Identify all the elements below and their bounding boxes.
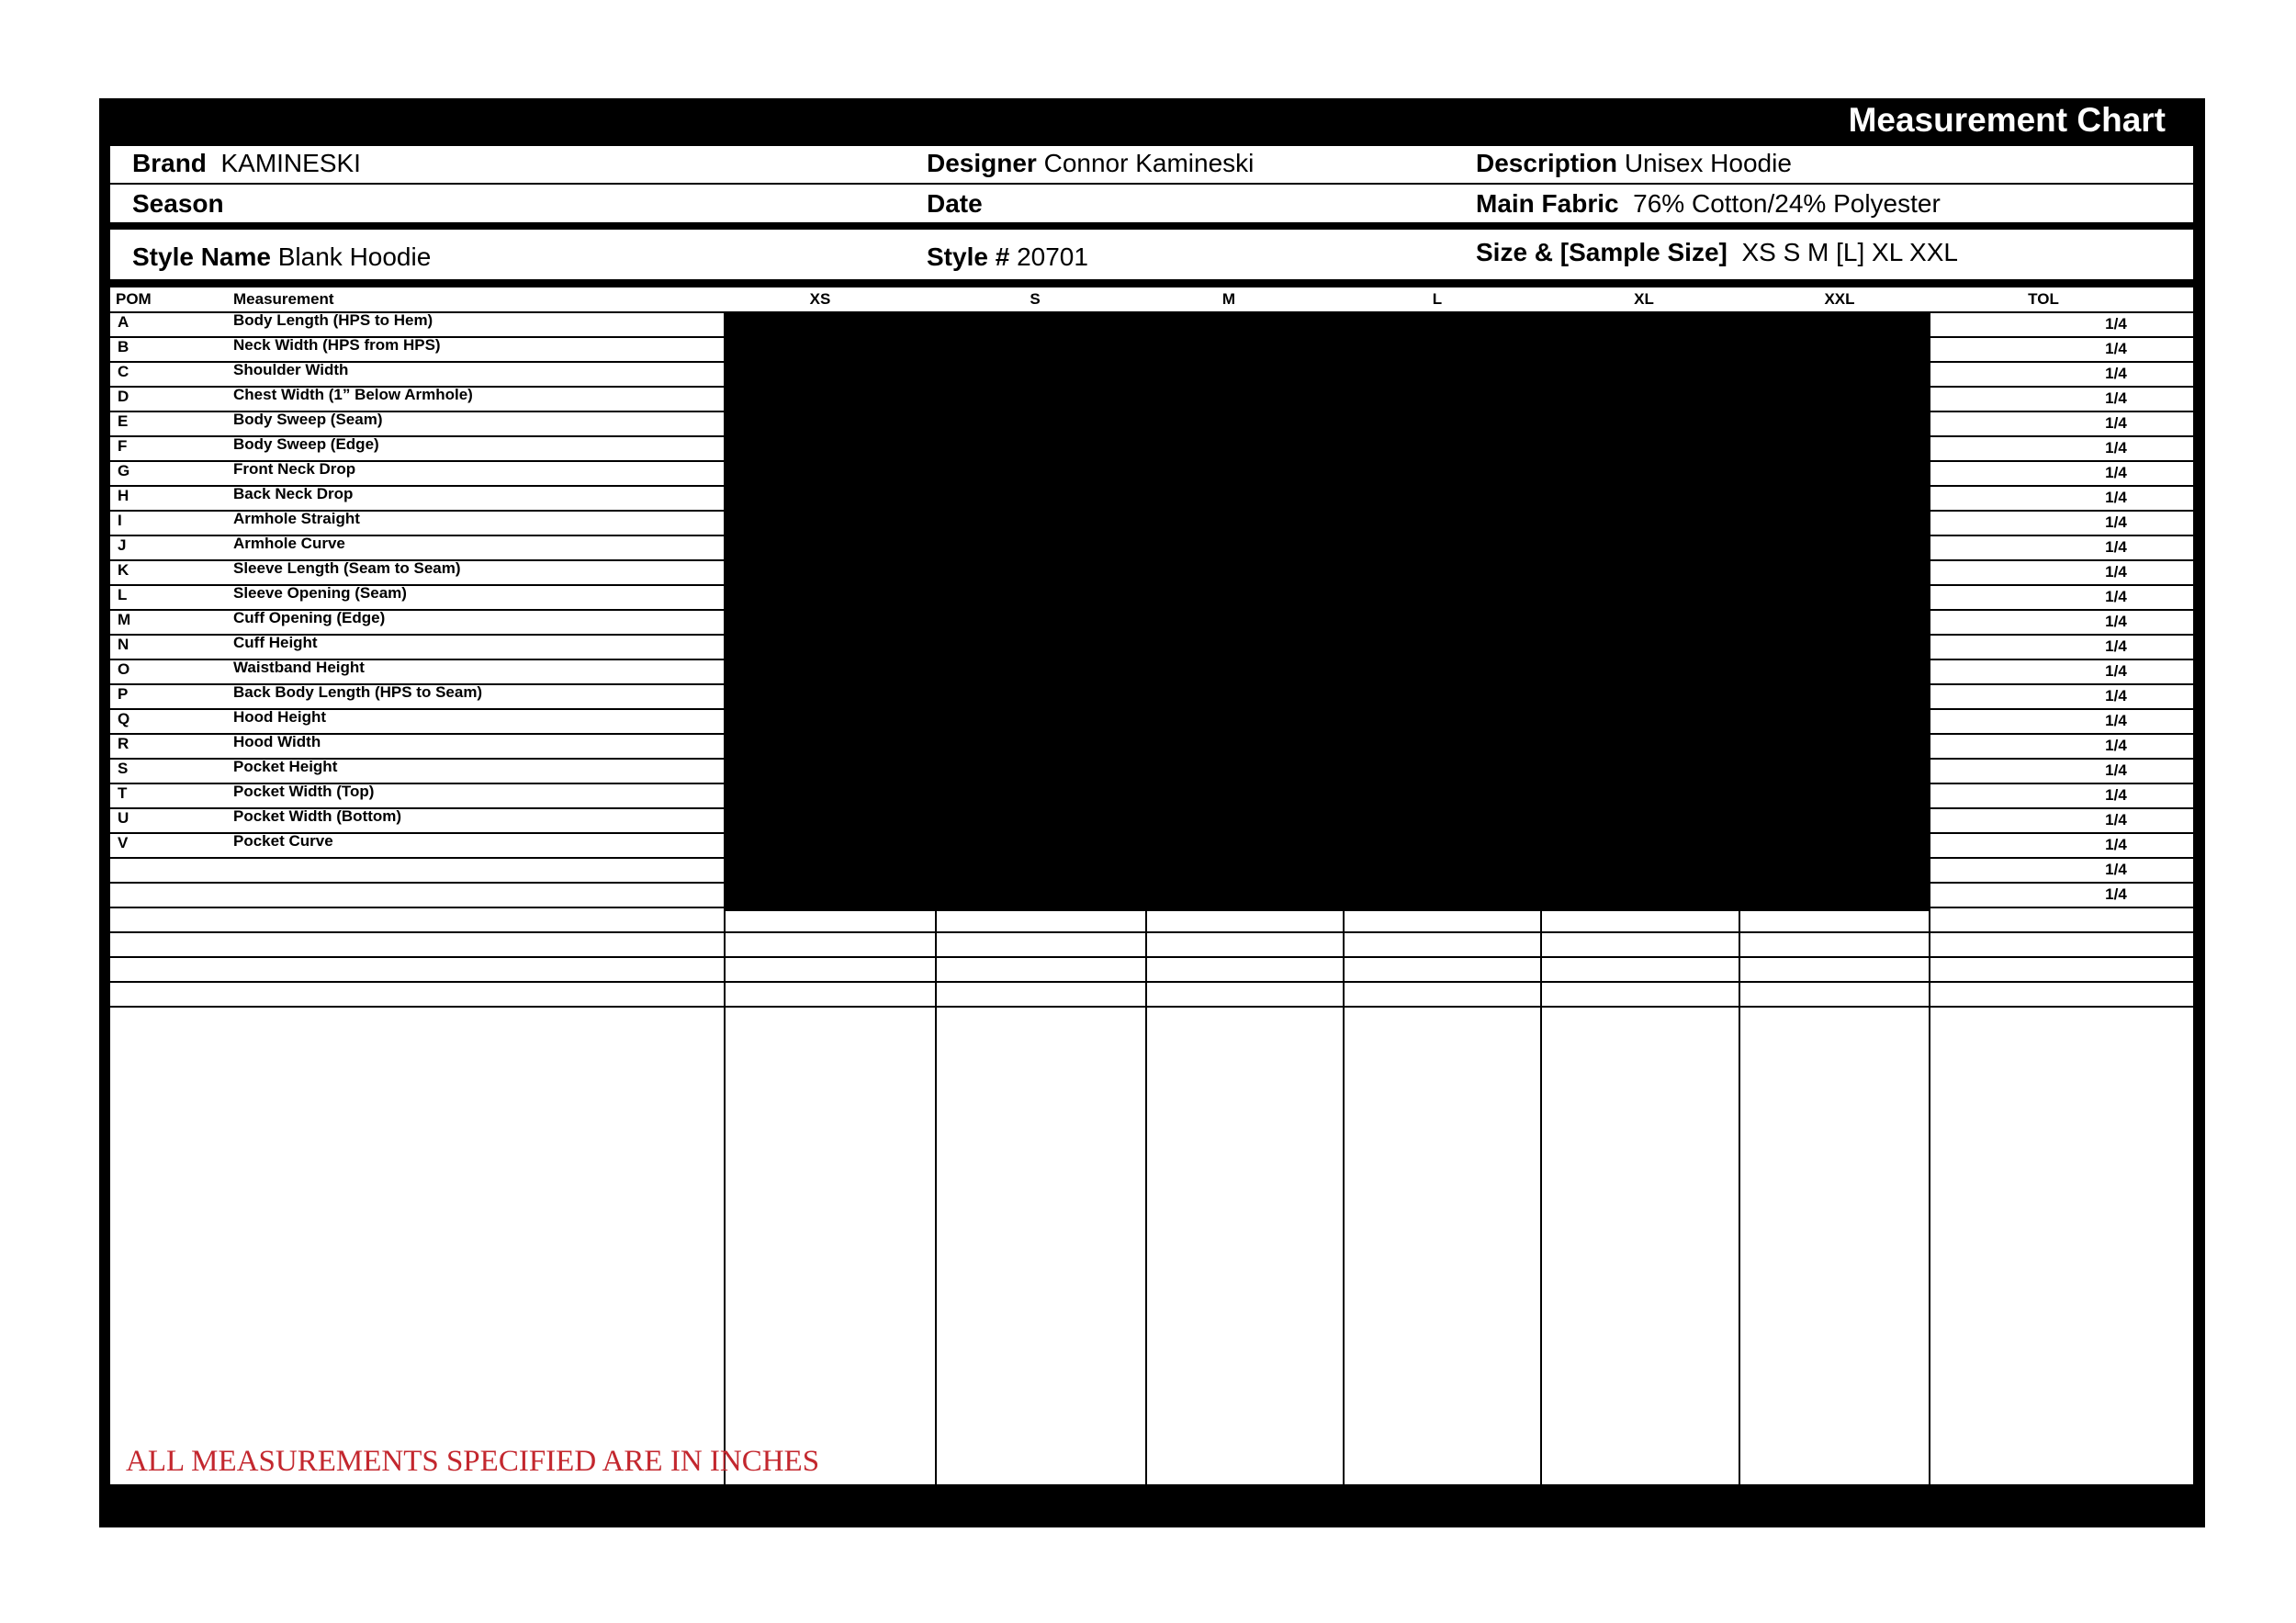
tolerance-cell: 1/4 bbox=[2105, 389, 2127, 407]
season-field bbox=[132, 189, 224, 219]
column-divider bbox=[935, 857, 937, 1484]
size-header-l: L bbox=[1432, 290, 1443, 308]
season-label: Season bbox=[132, 189, 224, 218]
measurement-name: Hood Height bbox=[233, 708, 327, 726]
pom-code: Q bbox=[118, 710, 130, 727]
table-row bbox=[110, 832, 724, 857]
row-divider bbox=[110, 981, 2193, 983]
brand-value: KAMINESKI bbox=[220, 149, 361, 177]
pom-code: A bbox=[118, 313, 129, 331]
table-row bbox=[110, 485, 724, 510]
pom-code: E bbox=[118, 412, 129, 430]
main-fabric-label: Main Fabric bbox=[1476, 189, 1619, 218]
pom-code: R bbox=[118, 735, 129, 752]
column-divider bbox=[1343, 857, 1345, 1484]
tolerance-cell: 1/4 bbox=[2105, 786, 2127, 804]
size-field bbox=[1476, 238, 1958, 267]
measurement-name: Pocket Width (Bottom) bbox=[233, 807, 402, 825]
table-row bbox=[110, 609, 724, 634]
table-row bbox=[110, 659, 724, 683]
header-divider bbox=[110, 286, 2193, 287]
tolerance-cell: 1/4 bbox=[2105, 563, 2127, 580]
size-value: XS S M [L] XL XXL bbox=[1741, 238, 1958, 266]
table-row bbox=[110, 435, 724, 460]
column-divider bbox=[1739, 857, 1740, 1484]
measurement-name: Front Neck Drop bbox=[233, 460, 356, 478]
tolerance-cell: 1/4 bbox=[2105, 588, 2127, 605]
style-number-label: Style # bbox=[927, 242, 1010, 271]
measurement-name: Chest Width (1” Below Armhole) bbox=[233, 386, 473, 403]
measurement-name: Pocket Curve bbox=[233, 832, 333, 850]
tol-column-header: TOL bbox=[2028, 290, 2059, 308]
brand-label: Brand bbox=[132, 149, 207, 177]
measurement-name: Armhole Curve bbox=[233, 535, 345, 552]
header-row-1 bbox=[110, 146, 2193, 183]
pom-code: K bbox=[118, 561, 129, 579]
pom-code: C bbox=[118, 363, 129, 380]
pom-code: M bbox=[118, 611, 131, 628]
pom-code: L bbox=[118, 586, 128, 603]
pom-code: O bbox=[118, 660, 130, 678]
pom-code: D bbox=[118, 388, 129, 405]
size-header-xxl: XXL bbox=[1824, 290, 1855, 308]
tolerance-cell: 1/4 bbox=[2105, 836, 2127, 853]
style-name-field bbox=[132, 242, 431, 272]
table-row bbox=[110, 535, 724, 559]
tolerance-cell: 1/4 bbox=[2105, 861, 2127, 878]
column-divider bbox=[1929, 311, 1930, 1484]
measurement-name: Cuff Height bbox=[233, 634, 318, 651]
table-row bbox=[110, 411, 724, 435]
pom-code: V bbox=[118, 834, 129, 851]
units-footnote: ALL MEASUREMENTS SPECIFIED ARE IN INCHES bbox=[126, 1445, 820, 1478]
table-row bbox=[110, 807, 724, 832]
header-row-3 bbox=[110, 230, 2193, 279]
table-row bbox=[110, 311, 724, 336]
measurement-name: Sleeve Opening (Seam) bbox=[233, 584, 407, 602]
tolerance-cell: 1/4 bbox=[2105, 885, 2127, 903]
size-header-xs: XS bbox=[809, 290, 831, 308]
tolerance-cell: 1/4 bbox=[2105, 761, 2127, 779]
style-number-field bbox=[927, 242, 1088, 272]
tolerance-cell: 1/4 bbox=[2105, 489, 2127, 506]
tolerance-cell: 1/4 bbox=[2105, 637, 2127, 655]
row-divider bbox=[110, 956, 2193, 958]
measurement-chart-frame bbox=[99, 98, 2205, 1527]
table-row bbox=[110, 634, 724, 659]
redacted-size-values bbox=[726, 313, 1929, 911]
tolerance-cell: 1/4 bbox=[2105, 439, 2127, 456]
column-divider bbox=[1145, 857, 1147, 1484]
tolerance-cell: 1/4 bbox=[2105, 513, 2127, 531]
tolerance-cell: 1/4 bbox=[2105, 712, 2127, 729]
size-header-s: S bbox=[1030, 290, 1041, 308]
measurement-name: Body Length (HPS to Hem) bbox=[233, 311, 433, 329]
pom-code: P bbox=[118, 685, 129, 703]
style-name-value: Blank Hoodie bbox=[277, 242, 432, 271]
description-value: Unisex Hoodie bbox=[1624, 149, 1792, 177]
tolerance-cell: 1/4 bbox=[2105, 365, 2127, 382]
tolerance-cell: 1/4 bbox=[2105, 340, 2127, 357]
table-row bbox=[110, 758, 724, 783]
brand-field bbox=[132, 149, 361, 178]
column-divider bbox=[1540, 857, 1542, 1484]
tolerance-cell: 1/4 bbox=[2105, 811, 2127, 828]
tolerance-cell: 1/4 bbox=[2105, 662, 2127, 680]
pom-code: N bbox=[118, 636, 129, 653]
measurement-name: Sleeve Length (Seam to Seam) bbox=[233, 559, 461, 577]
style-number-value: 20701 bbox=[1017, 242, 1088, 271]
pom-code: S bbox=[118, 760, 129, 777]
description-label: Description bbox=[1476, 149, 1618, 177]
pom-code: U bbox=[118, 809, 129, 827]
table-row bbox=[110, 584, 724, 609]
measurement-name: Body Sweep (Edge) bbox=[233, 435, 379, 453]
table-row bbox=[110, 783, 724, 807]
chart-title: Measurement Chart bbox=[1848, 101, 2166, 139]
pom-code: F bbox=[118, 437, 128, 455]
pom-column-header: POM bbox=[116, 290, 152, 308]
tolerance-cell: 1/4 bbox=[2105, 737, 2127, 754]
table-row bbox=[110, 510, 724, 535]
measurement-name: Armhole Straight bbox=[233, 510, 360, 527]
main-fabric-field bbox=[1476, 189, 1941, 219]
table-row bbox=[110, 336, 724, 361]
main-fabric-value: 76% Cotton/24% Polyester bbox=[1633, 189, 1941, 218]
measurement-name: Neck Width (HPS from HPS) bbox=[233, 336, 441, 354]
designer-value: Connor Kamineski bbox=[1043, 149, 1255, 177]
pom-code: J bbox=[118, 536, 127, 554]
designer-field bbox=[927, 149, 1254, 178]
tolerance-cell: 1/4 bbox=[2105, 414, 2127, 432]
measurement-table bbox=[110, 286, 2193, 1484]
date-label: Date bbox=[927, 189, 983, 218]
table-row bbox=[110, 460, 724, 485]
pom-code: I bbox=[118, 512, 122, 529]
measurement-name: Shoulder Width bbox=[233, 361, 349, 378]
measurement-name: Hood Width bbox=[233, 733, 321, 750]
measurement-name: Body Sweep (Seam) bbox=[233, 411, 383, 428]
tolerance-cell: 1/4 bbox=[2105, 613, 2127, 630]
tolerance-cell: 1/4 bbox=[2105, 464, 2127, 481]
size-header-xl: XL bbox=[1634, 290, 1654, 308]
table-row bbox=[110, 733, 724, 758]
measurement-name: Pocket Width (Top) bbox=[233, 783, 375, 800]
measurement-name: Cuff Opening (Edge) bbox=[233, 609, 386, 626]
measurement-name: Back Neck Drop bbox=[233, 485, 354, 502]
style-name-label: Style Name bbox=[132, 242, 271, 271]
pom-code: G bbox=[118, 462, 130, 479]
tolerance-cell: 1/4 bbox=[2105, 687, 2127, 704]
row-divider bbox=[110, 1006, 2193, 1008]
table-row bbox=[110, 559, 724, 584]
size-header-m: M bbox=[1221, 290, 1236, 308]
pom-code: H bbox=[118, 487, 129, 504]
designer-label: Designer bbox=[927, 149, 1037, 177]
row-divider bbox=[110, 931, 2193, 933]
measurement-column-header: Measurement bbox=[233, 290, 334, 308]
size-label: Size & [Sample Size] bbox=[1476, 238, 1728, 266]
tolerance-cell: 1/4 bbox=[2105, 315, 2127, 332]
table-row bbox=[110, 683, 724, 708]
date-field bbox=[927, 189, 983, 219]
pom-code: B bbox=[118, 338, 129, 355]
description-field bbox=[1476, 149, 1792, 178]
table-row bbox=[110, 386, 724, 411]
pom-code: T bbox=[118, 784, 128, 802]
measurement-name: Waistband Height bbox=[233, 659, 365, 676]
measurement-name: Pocket Height bbox=[233, 758, 338, 775]
measurement-name: Back Body Length (HPS to Seam) bbox=[233, 683, 483, 701]
table-row bbox=[110, 708, 724, 733]
header-row-2 bbox=[110, 183, 2193, 222]
tolerance-cell: 1/4 bbox=[2105, 538, 2127, 556]
table-row bbox=[110, 361, 724, 386]
